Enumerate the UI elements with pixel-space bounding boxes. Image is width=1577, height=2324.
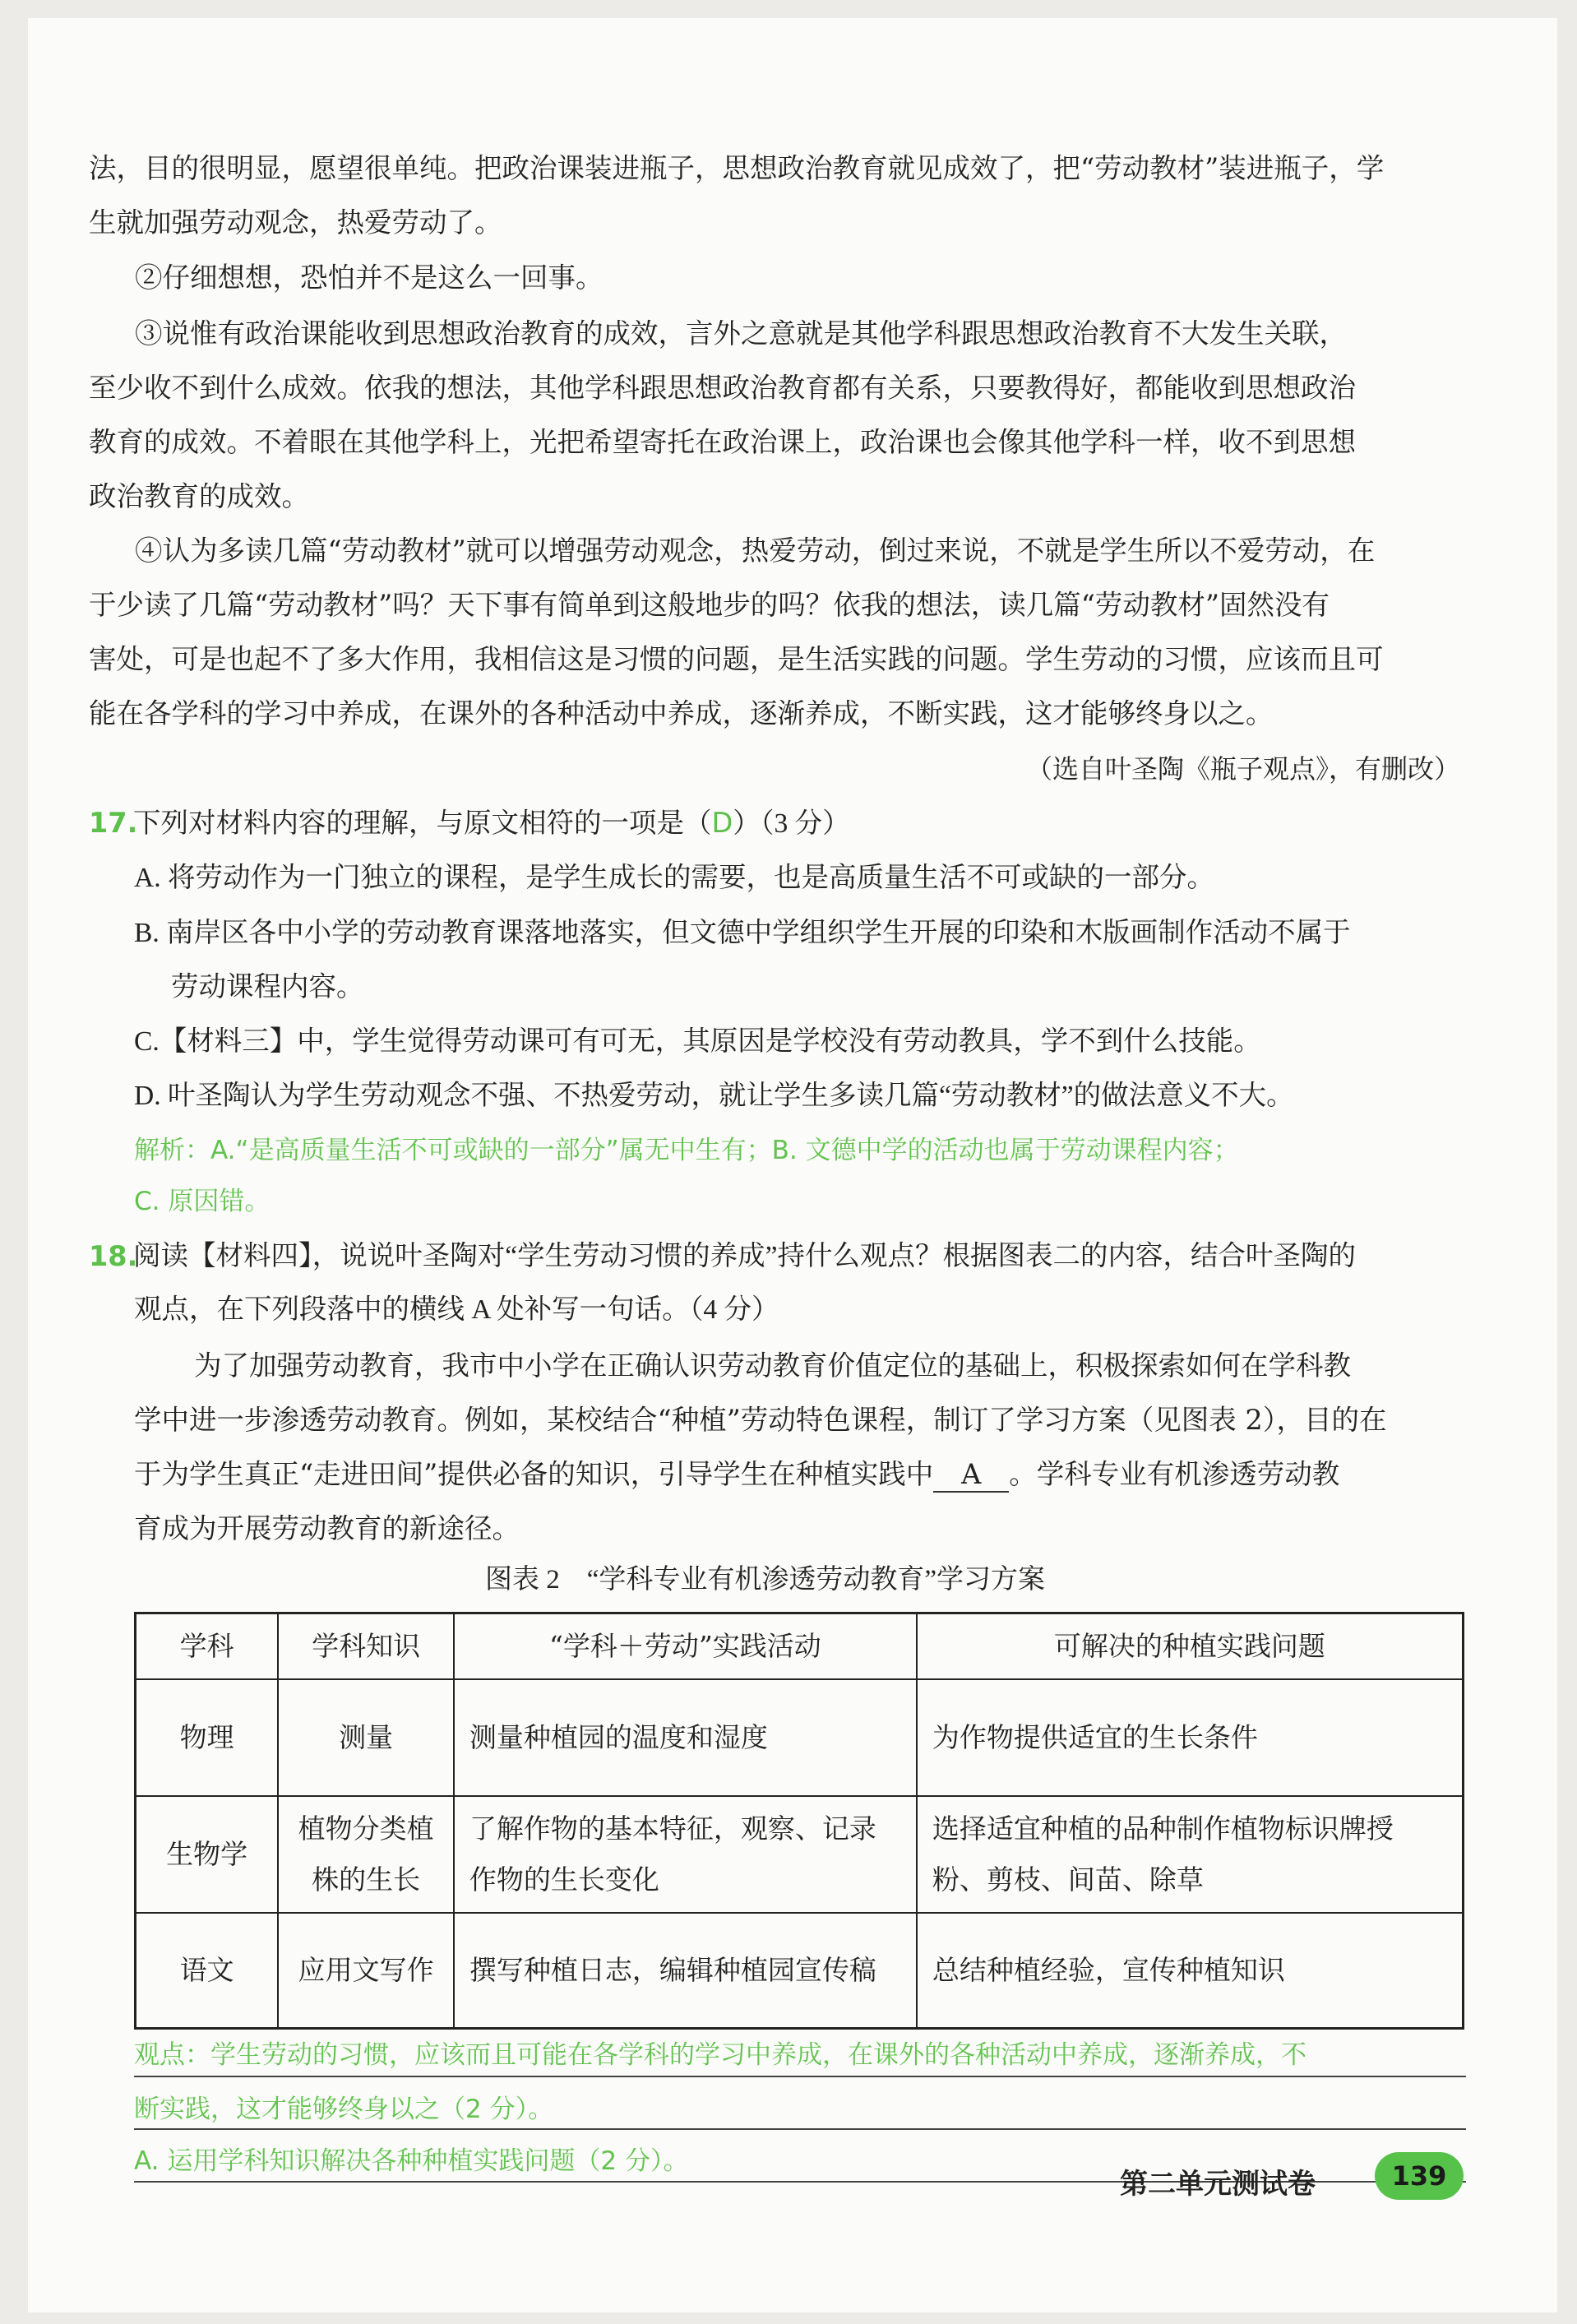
passage-line: 政治教育的成效。 — [89, 480, 309, 512]
table-cell: 为作物提供适宜的生长条件 — [917, 1679, 1464, 1796]
question-17-option-a: A. 将劳动作为一门独立的课程，是学生成长的需要，也是高质量生活不可或缺的一部分。 — [134, 863, 1214, 893]
learning-plan-table — [134, 1612, 1464, 2030]
question-17-option-b-cont: 劳动课程内容。 — [171, 972, 364, 1002]
table-cell: 测量 — [278, 1679, 454, 1796]
question-18-paragraph: 学中进一步渗透劳动教育。例如，某校结合“种植”劳动特色课程，制订了学习方案（见图表 2），目的在 — [134, 1404, 1387, 1436]
footer-unit-title: 第二单元测试卷 — [1120, 2168, 1316, 2201]
table-header: 学科知识 — [278, 1613, 454, 1680]
question-18-paragraph: 为了加强劳动教育，我市中小学在正确认识劳动教育价值定位的基础上，积极探索如何在学科教 — [194, 1349, 1351, 1382]
table-row — [136, 1679, 1464, 1796]
table-header-row — [136, 1613, 1464, 1680]
question-17-analysis: 解析：A.“是高质量生活不可或缺的一部分”属无中生有；B. 文德中学的活动也属于劳动课程内容； — [134, 1136, 1239, 1165]
question-18-answer-cont: 断实践，这才能够终身以之（2 分）。 — [134, 2095, 554, 2124]
table-header: “学科＋劳动”实践活动 — [454, 1613, 917, 1680]
table-cell: 选择适宜种植的品种制作植物标识牌授粉、剪枝、间苗、除草 — [917, 1796, 1464, 1913]
table-row — [136, 1913, 1464, 2028]
passage-line: 生就加强劳动观念，热爱劳动了。 — [89, 206, 502, 238]
question-17-answer: D — [711, 807, 733, 839]
passage-line: 能在各学科的学习中养成，在课外的各种活动中养成，逐渐养成，不断实践，这才能够终身以之。 — [89, 697, 1274, 729]
passage-line: 于少读了几篇“劳动教材”吗？天下事有简单到这般地步的吗？依我的想法，读几篇“劳动教材”固然没有 — [89, 589, 1330, 621]
answer-line — [134, 2128, 1466, 2130]
table-cell: 物理 — [136, 1679, 279, 1796]
page-number-badge: 139 — [1375, 2152, 1464, 2200]
answer-line — [134, 2076, 1466, 2077]
question-18-answer: 观点：学生劳动的习惯，应该而且可能在各学科的学习中养成，在课外的各种活动中养成，逐渐养成，不 — [134, 2040, 1306, 2070]
question-18-number: 18. — [89, 1240, 138, 1272]
table-row — [136, 1796, 1464, 1913]
question-17-option-b: B. 南岸区各中小学的劳动教育课落地落实，但文德中学组织学生开展的印染和木版画制作活动不属于 — [134, 918, 1351, 948]
table-cell: 语文 — [136, 1913, 279, 2028]
question-17-option-c: C.【材料三】中，学生觉得劳动课可有可无，其原因是学校没有劳动教具，学不到什么技能。 — [134, 1026, 1261, 1057]
question-17-number: 17. — [89, 807, 138, 839]
passage-line: ④认为多读几篇“劳动教材”就可以增强劳动观念，热爱劳动，倒过来说，不就是学生所以不爱劳动，在 — [135, 535, 1376, 567]
question-18-answer-a: A. 运用学科知识解决各种种植实践问题（2 分）。 — [134, 2146, 689, 2176]
table-cell: 撰写种植日志，编辑种植园宣传稿 — [454, 1913, 917, 2028]
question-17-analysis-cont: C. 原因错。 — [134, 1187, 271, 1216]
question-18-paragraph: 于为学生真正“走进田间”提供必备的知识，引导学生在种植实践中 A 。学科专业有机渗透劳动教 — [134, 1454, 1339, 1495]
table-cell: 生物学 — [136, 1796, 279, 1913]
table-cell: 测量种植园的温度和湿度 — [454, 1679, 917, 1796]
question-17-option-d: D. 叶圣陶认为学生劳动观念不强、不热爱劳动，就让学生多读几篇“劳动教材”的做法意义不大。 — [134, 1081, 1294, 1111]
passage-line: ②仔细想想，恐怕并不是这么一回事。 — [135, 262, 604, 294]
question-18-stem: 阅读【材料四】，说说叶圣陶对“学生劳动习惯的养成”持什么观点？根据图表二的内容，结合叶圣陶的 — [133, 1241, 1356, 1271]
table-cell: 总结种植经验，宣传种植知识 — [917, 1913, 1464, 2028]
passage-line: 害处，可是也起不了多大作用，我相信这是习惯的问题，是生活实践的问题。学生劳动的习惯，应该而且可 — [89, 643, 1384, 675]
table-cell: 应用文写作 — [278, 1913, 454, 2028]
table-header: 可解决的种植实践问题 — [917, 1613, 1464, 1680]
question-18-paragraph: 育成为开展劳动教育的新途径。 — [134, 1512, 520, 1544]
table-caption: 图表 2 “学科专业有机渗透劳动教育”学习方案 — [485, 1565, 1046, 1595]
question-18-stem-cont: 观点，在下列段落中的横线 A 处补写一句话。（4 分） — [134, 1294, 779, 1325]
table-cell: 了解作物的基本特征，观察、记录作物的生长变化 — [454, 1796, 917, 1913]
blank-a: A — [933, 1458, 1009, 1493]
passage-source: （选自叶圣陶《瓶子观点》，有删改） — [1026, 753, 1461, 785]
table-header: 学科 — [136, 1613, 279, 1680]
passage-line: 法，目的很明显，愿望很单纯。把政治课装进瓶子，思想政治教育就见成效了，把“劳动教材”装进瓶子，学 — [89, 152, 1385, 184]
question-17-stem: 下列对材料内容的理解，与原文相符的一项是（D）（3 分） — [133, 807, 850, 839]
passage-line: 教育的成效。不着眼在其他学科上，光把希望寄托在政治课上，政治课也会像其他学科一样，收不到思想 — [89, 426, 1356, 458]
table-cell: 植物分类植株的生长 — [278, 1796, 454, 1913]
passage-line: ③说惟有政治课能收到思想政治教育的成效，言外之意就是其他学科跟思想政治教育不大发生关联， — [135, 317, 1347, 350]
passage-line: 至少收不到什么成效。依我的想法，其他学科跟思想政治教育都有关系，只要教得好，都能收到思想政治 — [89, 372, 1356, 404]
